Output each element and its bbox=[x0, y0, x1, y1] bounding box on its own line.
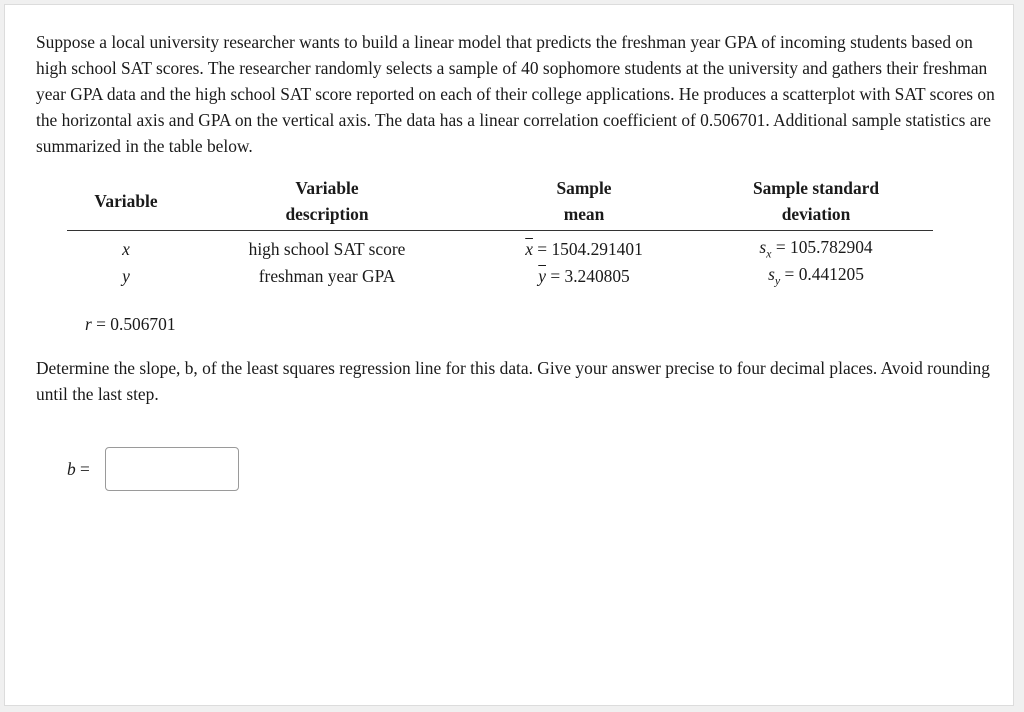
sx-subscript: x bbox=[766, 246, 772, 261]
sd-y: $s_y = 0.441205$ bbox=[768, 264, 864, 288]
description-x: high school SAT score bbox=[248, 238, 406, 259]
answer-row bbox=[67, 446, 239, 492]
header-mean bbox=[469, 175, 699, 231]
header-description-line1: Variable bbox=[295, 178, 359, 198]
header-description bbox=[185, 175, 469, 231]
variable-symbol-x: x bbox=[122, 238, 130, 259]
slope-answer-input[interactable] bbox=[105, 447, 239, 491]
sy-symbol: s bbox=[768, 264, 775, 285]
description-y: freshman year GPA bbox=[258, 265, 396, 286]
header-standard-deviation bbox=[699, 175, 933, 231]
sy-subscript: y bbox=[774, 273, 781, 288]
r-value: 0.506701 bbox=[110, 314, 176, 334]
r-symbol: r bbox=[85, 314, 92, 334]
mean-y-value: 3.240805 bbox=[564, 265, 630, 286]
header-sd-line2: deviation bbox=[781, 204, 851, 224]
sd-x-value: 105.782904 bbox=[790, 237, 873, 257]
question-prompt: Determine the slope, b, of the least squares regression line for this data. Give your answer precise to four decimal places. Avoid rounding until the last step. bbox=[36, 358, 990, 404]
variable-symbol-y: y bbox=[122, 265, 130, 286]
correlation-coefficient: r = 0.506701 bbox=[85, 314, 176, 334]
mean-x: $\overline{x} = 1504.291401$ bbox=[525, 238, 643, 259]
mean-y: $\overline{y} = 3.240805$ bbox=[538, 265, 630, 286]
sd-x: $s_x = 105.782904$ bbox=[759, 237, 873, 261]
xbar-symbol: $\overline{x}$ bbox=[525, 238, 533, 259]
sx-symbol: s bbox=[759, 237, 767, 257]
header-description-line2: description bbox=[285, 204, 369, 224]
table-header-row bbox=[67, 175, 933, 231]
header-variable: Variable bbox=[67, 175, 185, 231]
question-card bbox=[4, 4, 1014, 706]
problem-intro: Suppose a local university researcher wants to build a linear model that predicts the freshman year GPA of incoming students based on high school SAT scores. The researcher randomly selects a sample of 40 sophomore students at the university and gathers their freshman year GPA data and the high school SAT score reported on each of their college applications. He produces a scatterplot with SAT scores on the horizontal axis and GPA on the vertical axis. The data has a linear correlation coefficient of 0.506701. Additional sample statistics are summarized in the table below. bbox=[36, 32, 995, 156]
ybar-symbol: $\overline{y}$ bbox=[538, 265, 546, 286]
sample-statistics-table bbox=[67, 175, 933, 291]
header-mean-line1: Sample bbox=[556, 178, 612, 198]
mean-x-value: 1504.291401 bbox=[551, 238, 643, 259]
table-row-y bbox=[67, 261, 933, 291]
header-mean-line2: mean bbox=[563, 204, 605, 224]
table-row-x bbox=[67, 231, 933, 262]
answer-label: b = bbox=[67, 458, 90, 479]
header-sd-line1: Sample standard bbox=[752, 178, 880, 198]
sd-y-value: 0.441205 bbox=[798, 264, 864, 285]
